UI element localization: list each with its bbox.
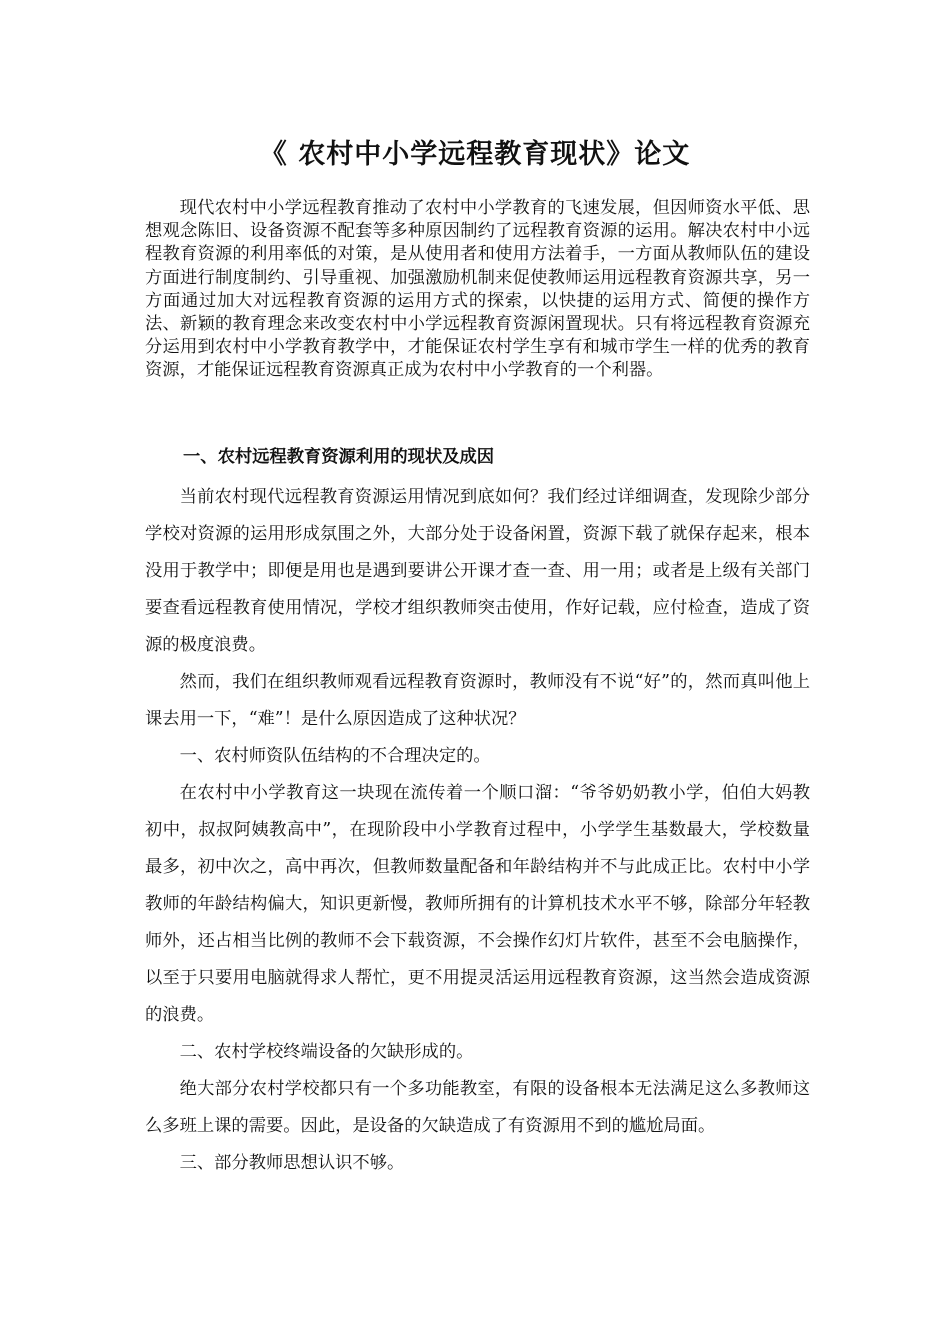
subheading-paragraph: 二、农村学校终端设备的欠缺形成的。	[179, 1042, 474, 1062]
body-paragraph: 然而，我们在组织教师观看远程教育资源时，教师没有不说“好”的，然而真叫他上课去用一下，“难”！是什么原因造成了这种状况？	[145, 672, 810, 729]
abstract-paragraph: 现代农村中小学远程教育推动了农村中小学教育的飞速发展，但因师资水平低、思想观念陈旧、设备资源不配套等多种原因制约了远程教育资源的运用。解决农村中小远程教育资源的利用率低的对策，是从使用者和使用方法着手，一方面从教师队伍的建设方面进行制度制约、引导重视、加强激励机制来促使教师运用远程教育资源共享，另一方面通过加大对远程教育资源的运用方式的探索，以快捷的运用方式、简便的操作方法、新颖的教育理念来改变农村中小学远程教育资源闲置现状。只有将远程教育资源充分运用到农村中小学教育教学中，才能保证农村学生享有和城市学生一样的优秀的教育资源，才能保证远程教育资源真正成为农村中小学教育的一个利器。	[145, 198, 810, 381]
document-title: 《 农村中小学远程教育现状》论文	[259, 139, 691, 170]
body-text	[145, 479, 810, 1182]
subheading-paragraph: 一、农村师资队伍结构的不合理决定的。	[179, 746, 491, 766]
subheading-paragraph: 三、部分教师思想认识不够。	[179, 1153, 405, 1173]
body-paragraph: 在农村中小学教育这一块现在流传着一个顺口溜：“爷爷奶奶教小学，伯伯大妈教初中，叔叔阿姨教高中”，在现阶段中小学教育过程中，小学学生基数最大，学校数量最多，初中次之，高中再次，但教师数量配备和年龄结构并不与此成正比。农村中小学教师的年龄结构偏大，知识更新慢，教师所拥有的计算机技术水平不够，除部分年轻教师外，还占相当比例的教师不会下载资源，不会操作幻灯片软件，甚至不会电脑操作，以至于只要用电脑就得求人帮忙，更不用提灵活运用远程教育资源，这当然会造成资源的浪费。	[145, 783, 810, 1025]
section-heading: 一、农村远程教育资源利用的现状及成因	[183, 447, 495, 467]
body-paragraph: 绝大部分农村学校都只有一个多功能教室，有限的设备根本无法满足这么多教师这么多班上课的需要。因此，是设备的欠缺造成了有资源用不到的尴尬局面。	[145, 1079, 810, 1136]
body-paragraph: 当前农村现代远程教育资源运用情况到底如何？我们经过详细调查，发现除少部分学校对资源的运用形成氛围之外，大部分处于设备闲置，资源下载了就保存起来，根本没用于教学中；即便是用也是遇到要讲公开课才查一查、用一用；或者是上级有关部门要查看远程教育使用情况，学校才组织教师突击使用，作好记载，应付检查，造成了资源的极度浪费。	[145, 487, 810, 655]
